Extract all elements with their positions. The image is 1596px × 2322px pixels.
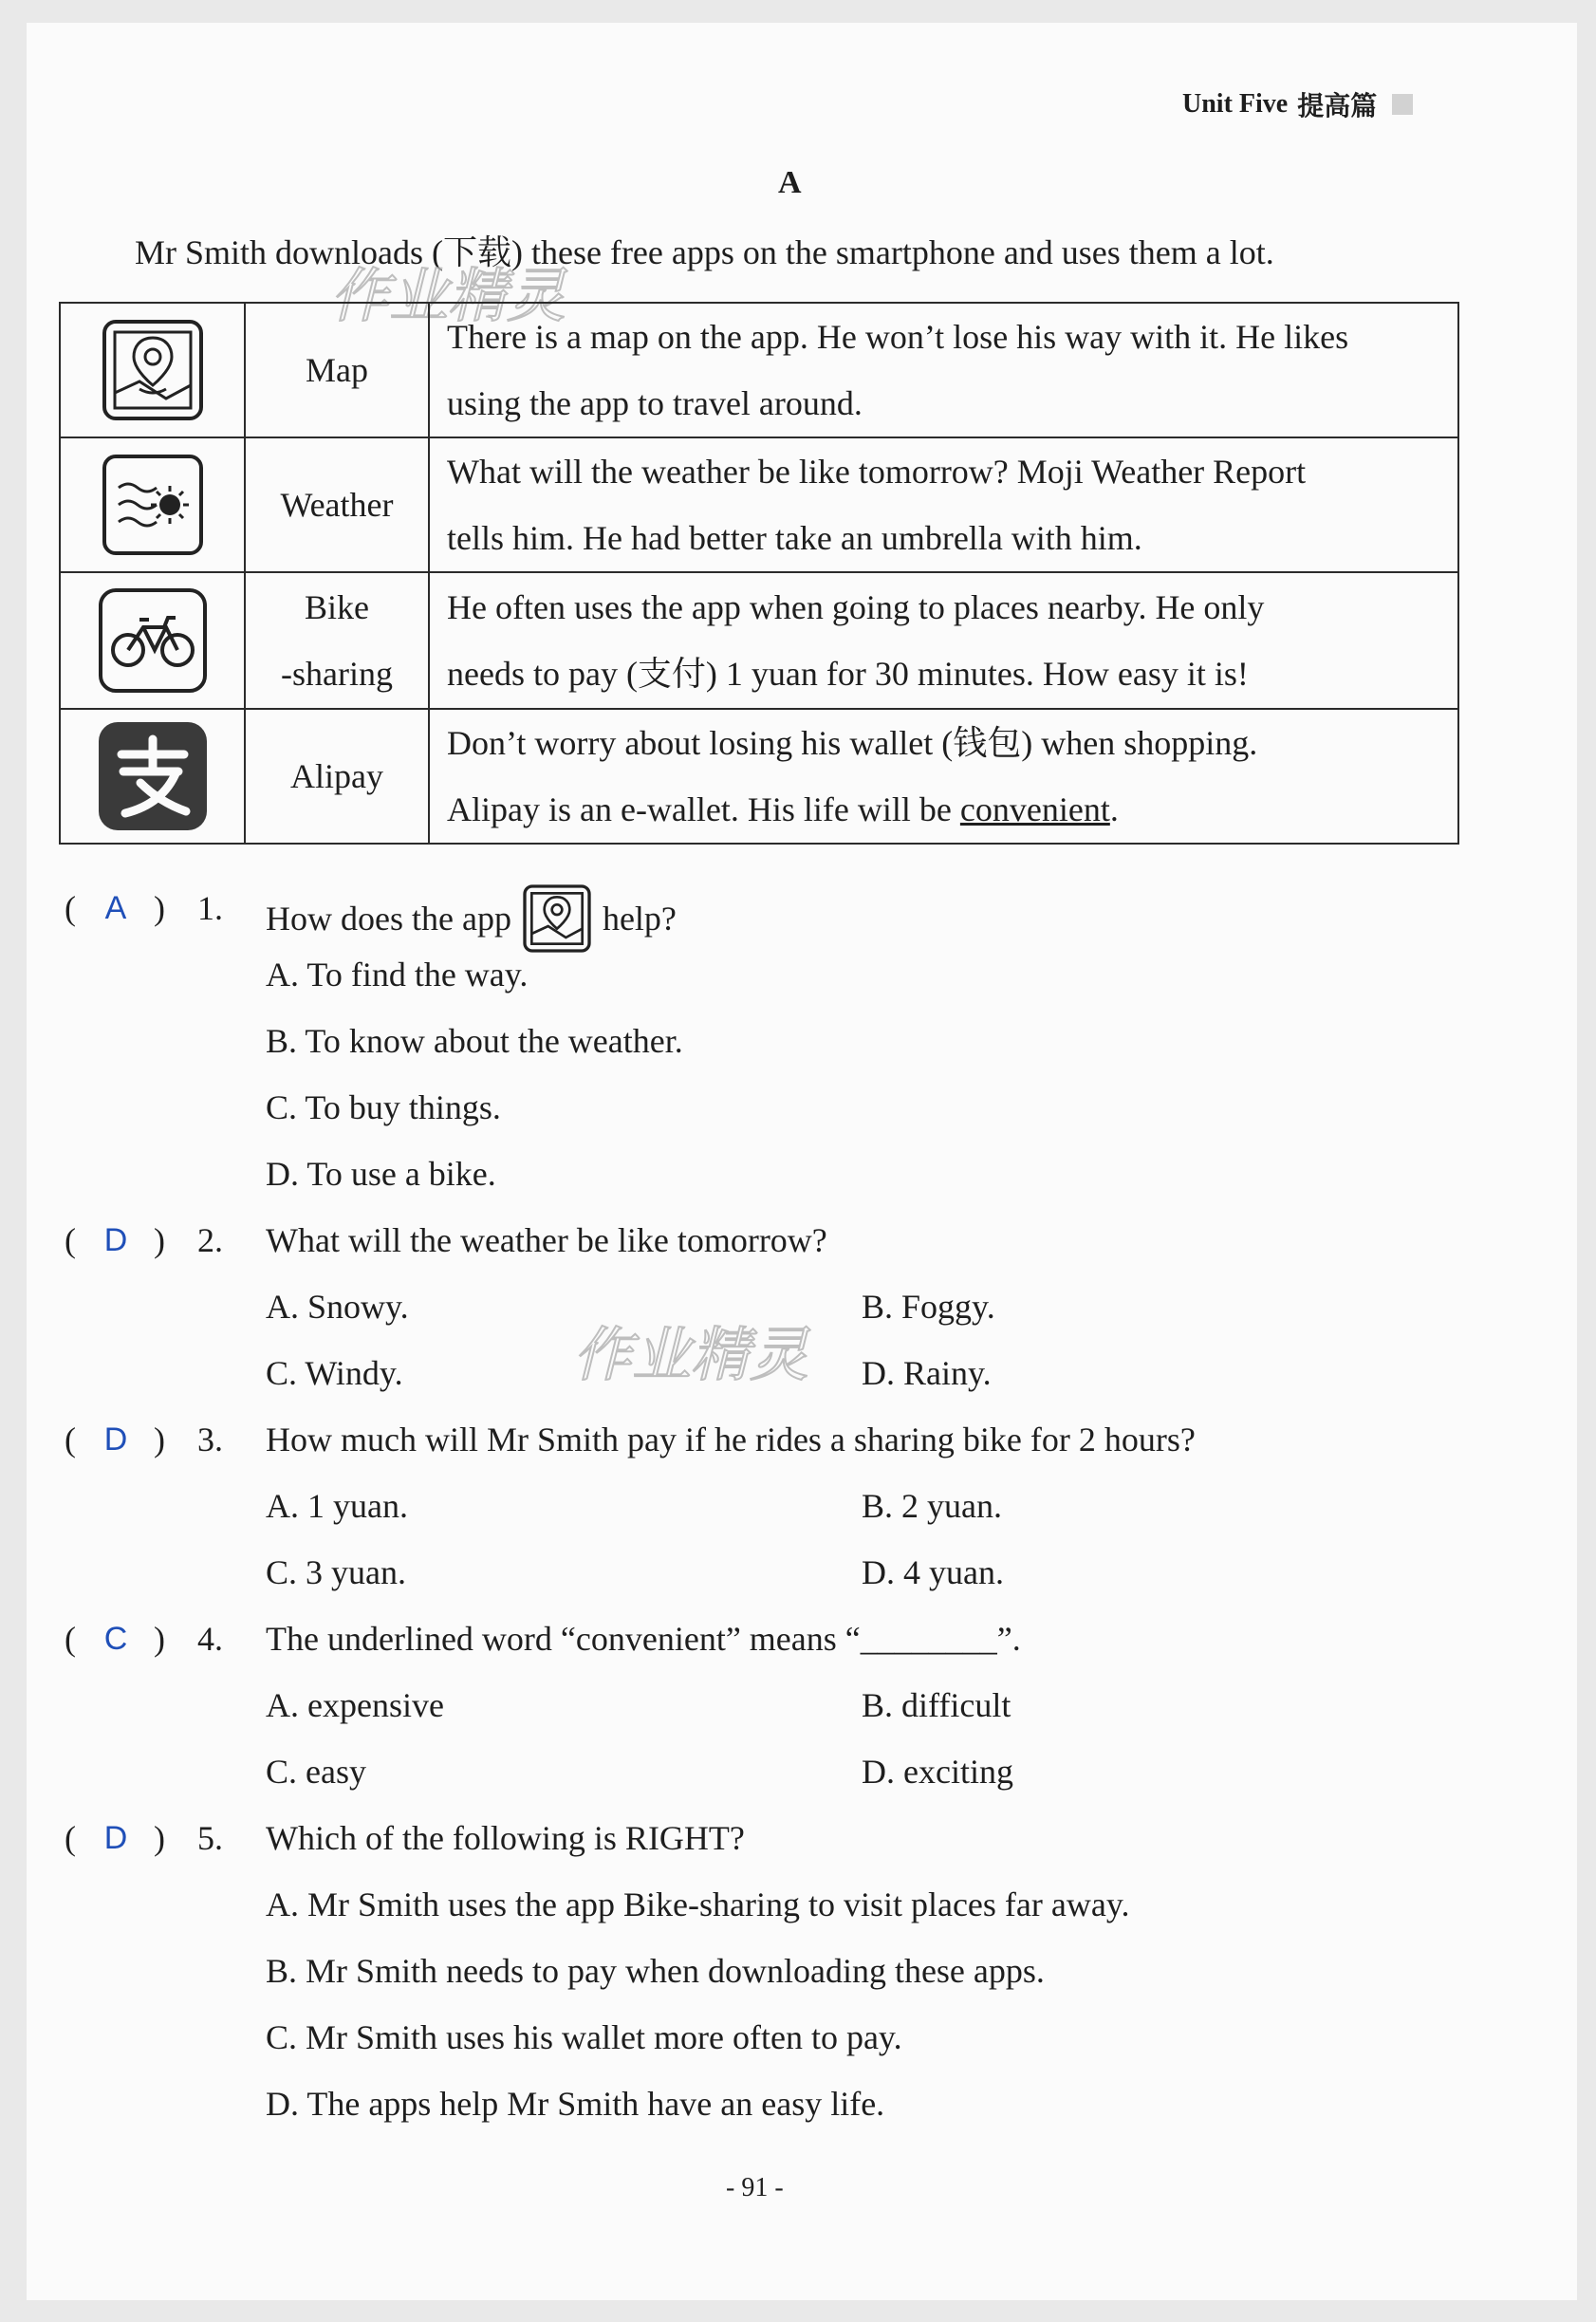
option: A. expensive bbox=[266, 1686, 444, 1724]
question-number: 2. bbox=[197, 1221, 223, 1259]
app-description bbox=[429, 572, 1458, 709]
option: B. To know about the weather. bbox=[266, 1022, 683, 1060]
answer: C bbox=[103, 1621, 128, 1657]
question-number: 3. bbox=[197, 1421, 223, 1458]
desc-line: using the app to travel around. bbox=[447, 384, 863, 422]
option: B. Foggy. bbox=[862, 1288, 995, 1326]
page-header bbox=[1182, 85, 1413, 123]
option: D. Rainy. bbox=[862, 1354, 992, 1392]
app-name: Alipay bbox=[290, 757, 383, 795]
app-description bbox=[429, 303, 1458, 437]
bike-icon bbox=[98, 587, 208, 694]
question-text: Which of the following is RIGHT? bbox=[266, 1819, 745, 1857]
app-name: Map bbox=[306, 351, 368, 389]
desc-line: tells him. He had better take an umbrella with him. bbox=[447, 519, 1142, 557]
icon-cell bbox=[60, 303, 245, 437]
option: C. Mr Smith uses his wallet more often to pay. bbox=[266, 2018, 902, 2056]
watermark: 作业精灵 bbox=[573, 1320, 809, 1389]
question-text: How much will Mr Smith pay if he rides a sharing bike for 2 hours? bbox=[266, 1421, 1196, 1458]
table-row bbox=[60, 437, 1458, 572]
option: A. 1 yuan. bbox=[266, 1487, 408, 1525]
option: A. Snowy. bbox=[266, 1288, 409, 1326]
option: B. difficult bbox=[862, 1686, 1011, 1724]
weather-icon bbox=[102, 454, 204, 556]
desc-line: Don’t worry about losing his wallet (钱包) when shopping. bbox=[447, 724, 1258, 762]
underlined-word: convenient bbox=[959, 790, 1110, 828]
answer: D bbox=[103, 1421, 128, 1458]
answer: A bbox=[104, 890, 127, 926]
option: D. exciting bbox=[862, 1753, 1013, 1791]
question-text: What will the weather be like tomorrow? bbox=[266, 1221, 827, 1259]
alipay-icon bbox=[97, 720, 209, 832]
app-description bbox=[429, 437, 1458, 572]
desc-line: Alipay is an e-wallet. His life will be bbox=[447, 790, 952, 828]
table-row bbox=[60, 709, 1458, 844]
question-text: The underlined word “convenient” means “________”. bbox=[266, 1620, 1021, 1658]
apps-table bbox=[59, 302, 1459, 845]
app-name: Bike bbox=[305, 588, 369, 626]
app-name-cell bbox=[245, 709, 429, 844]
desc-line: There is a map on the app. He won’t lose his way with it. He likes bbox=[447, 318, 1349, 356]
question-number: 4. bbox=[197, 1620, 223, 1658]
option: C. easy bbox=[266, 1753, 366, 1791]
app-description bbox=[429, 709, 1458, 844]
answer: D bbox=[103, 1820, 128, 1856]
option: A. To find the way. bbox=[266, 956, 529, 994]
option: D. 4 yuan. bbox=[862, 1553, 1004, 1591]
option: C. To buy things. bbox=[266, 1088, 501, 1126]
question-number: 5. bbox=[197, 1819, 223, 1857]
app-name: -sharing bbox=[281, 655, 393, 693]
map-icon bbox=[102, 319, 204, 421]
table-row bbox=[60, 303, 1458, 437]
intro-text: Mr Smith downloads (下载) these free apps on the smartphone and uses them a lot. bbox=[135, 233, 1274, 271]
icon-cell bbox=[60, 709, 245, 844]
app-name-cell bbox=[245, 572, 429, 709]
desc-line: What will the weather be like tomorrow? Moji Weather Report bbox=[447, 453, 1307, 491]
unit-title: Unit Five bbox=[1182, 89, 1289, 119]
option: D. The apps help Mr Smith have an easy life. bbox=[266, 2085, 885, 2123]
level-label: 提高篇 bbox=[1297, 92, 1378, 121]
page-number: - 91 - bbox=[726, 2173, 784, 2202]
icon-cell bbox=[60, 572, 245, 709]
desc-line: needs to pay (支付) 1 yuan for 30 minutes. How easy it is! bbox=[447, 655, 1249, 693]
option: C. 3 yuan. bbox=[266, 1553, 406, 1591]
question-number: 1. bbox=[197, 889, 223, 927]
map-icon bbox=[523, 884, 591, 953]
icon-cell bbox=[60, 437, 245, 572]
header-marker bbox=[1392, 94, 1413, 115]
question-text: How does the app help? bbox=[266, 884, 677, 953]
option: B. Mr Smith needs to pay when downloading these apps. bbox=[266, 1952, 1045, 1990]
option: D. To use a bike. bbox=[266, 1155, 496, 1193]
desc-line: He often uses the app when going to places nearby. He only bbox=[447, 588, 1265, 626]
option: B. 2 yuan. bbox=[862, 1487, 1002, 1525]
answer: D bbox=[103, 1222, 128, 1258]
section-letter: A bbox=[778, 165, 802, 200]
table-row bbox=[60, 572, 1458, 709]
desc-end: . bbox=[1109, 790, 1119, 828]
app-name: Weather bbox=[280, 486, 394, 524]
app-name-cell bbox=[245, 437, 429, 572]
option: A. Mr Smith uses the app Bike-sharing to visit places far away. bbox=[266, 1885, 1130, 1923]
option: C. Windy. bbox=[266, 1354, 403, 1392]
watermark: 作业精灵 bbox=[330, 261, 566, 330]
app-name-cell bbox=[245, 303, 429, 437]
